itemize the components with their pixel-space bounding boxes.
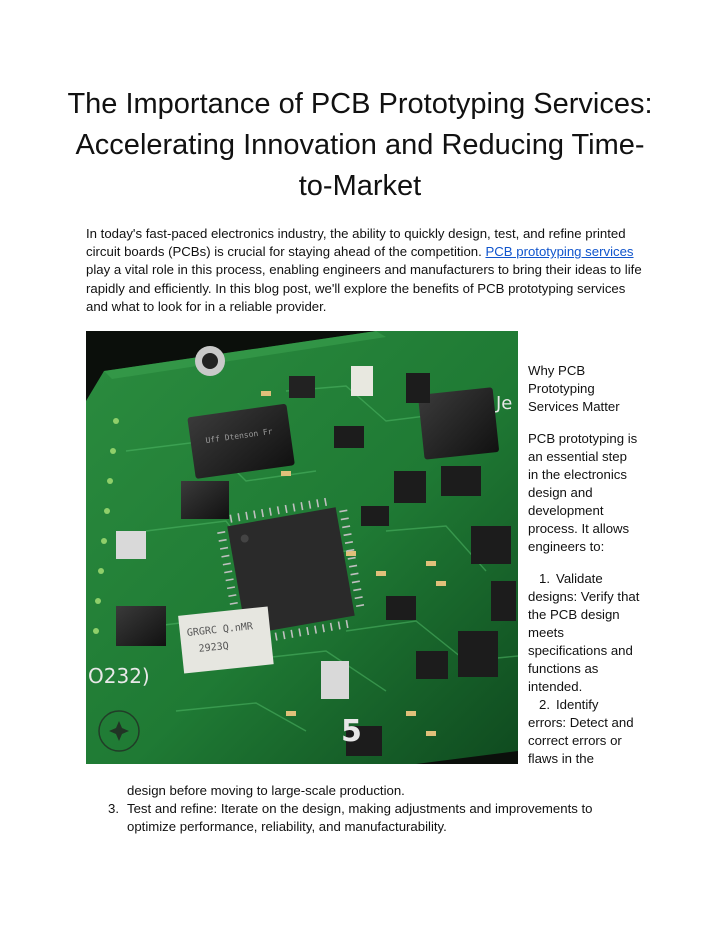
- chip-label-white-2: 2923Q: [198, 640, 230, 655]
- list-item: [86, 800, 642, 836]
- silkscreen-number: 5: [341, 714, 362, 749]
- list-number: 1.: [539, 571, 550, 586]
- intro-paragraph: [86, 225, 642, 316]
- silkscreen-edge-text: Je: [496, 393, 513, 414]
- section-heading: Why PCB Prototyping Services Matter: [528, 363, 620, 414]
- list-number: 3.: [108, 801, 119, 817]
- pcb-prototyping-services-link[interactable]: PCB prototyping services: [485, 244, 634, 260]
- intro-text-after-link: play a vital role in this process, enabling engineers and manufacturers to bring their ideas to life rapidly and efficiently. In this blog post, we'll explore the benefits of PCB prototyping services and what to look for in a reliable provider.: [86, 262, 642, 314]
- page-title: The Importance of PCB Prototyping Services: Accelerating Innovation and Reducing Time-to-Market: [67, 88, 653, 202]
- list-item-text: Validate designs: Verify that the PCB design meets specifications and functions as intended.: [528, 571, 640, 694]
- list-continuation: [86, 782, 642, 837]
- list-item-continuation: design before moving to large-scale production.: [127, 783, 405, 798]
- pcb-board-photo: [86, 331, 518, 764]
- list-item: [528, 570, 640, 696]
- list-number: 2.: [539, 697, 550, 712]
- section-lead-paragraph: PCB prototyping is an essential step in the electronics design and development process. It allows engineers to:: [528, 431, 638, 554]
- list-item-text: Identify errors: Detect and correct errors or flaws in the: [528, 697, 634, 766]
- why-pcb-section: [528, 362, 640, 768]
- chip-label-white-1: GRGRC Q.nMR: [186, 621, 254, 640]
- list-item: [528, 696, 640, 768]
- silkscreen-label: O232): [88, 664, 150, 688]
- chip-label-top: Uff Dtenson Fr: [205, 426, 274, 446]
- list-item-text: Test and refine: Iterate on the design, making adjustments and improvements to optimize performance, reliability, and manufacturability.: [127, 801, 593, 835]
- intro-text-before-link: In today's fast-paced electronics industry, the ability to quickly design, test, and refine printed circuit boards (PCBs) is crucial for staying ahead of the competition.: [86, 226, 626, 260]
